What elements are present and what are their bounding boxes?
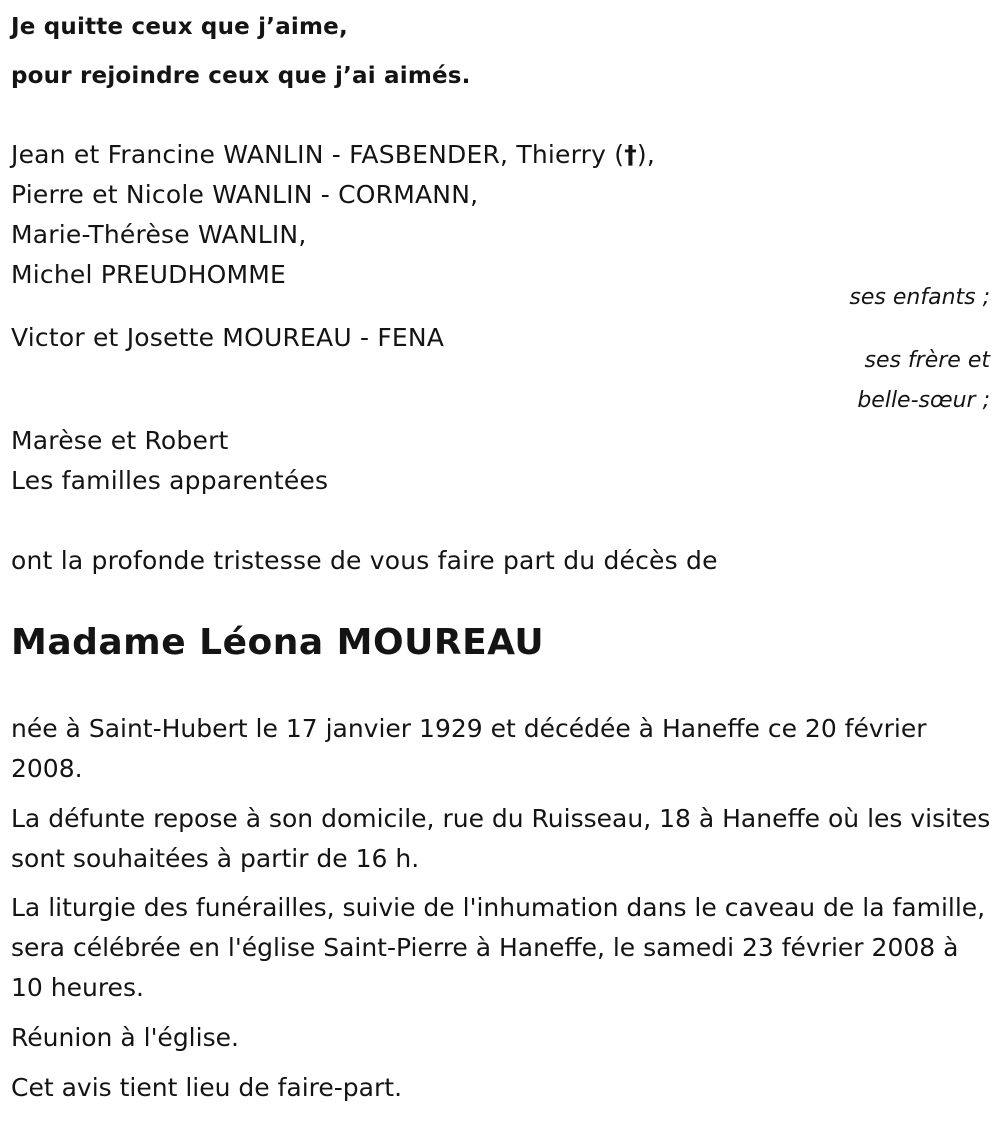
family-siblings: Victor et Josette MOUREAU - FENA	[11, 323, 445, 352]
epigraph-line-2: pour rejoindre ceux que j’ai aimés.	[11, 63, 471, 89]
cross-symbol: †	[624, 140, 637, 169]
paragraph-meeting: Réunion à l'église.	[11, 1023, 239, 1052]
epigraph-line-1: Je quitte ceux que j’aime,	[11, 14, 348, 40]
siblings-role-line-2: belle-sœur ;	[857, 388, 990, 413]
deceased-name: Madame Léona MOUREAU	[11, 622, 545, 663]
family-others-line-2: Les familles apparentées	[11, 466, 329, 495]
paragraph-visit: La défunte repose à son domicile, rue du Ruisseau, 18 à Haneffe où les visites sont souhaitées à partir de 16 h.	[11, 804, 991, 873]
paragraph-notice: Cet avis tient lieu de faire-part.	[11, 1073, 403, 1102]
family-children-line-2: Pierre et Nicole WANLIN - CORMANN,	[11, 180, 479, 209]
family-children-line-3: Marie-Thérèse WANLIN,	[11, 220, 307, 249]
children-role: ses enfants ;	[849, 285, 990, 310]
family-others-line-1: Marèse et Robert	[11, 426, 229, 455]
family-children-line-1	[11, 140, 655, 170]
family-children-text-1: Jean et Francine WANLIN - FASBENDER, Thierry (	[11, 140, 625, 169]
announcement-text: ont la profonde tristesse de vous faire part du décès de	[11, 546, 718, 575]
paragraph-birth-death: née à Saint-Hubert le 17 janvier 1929 et décédée à Haneffe ce 20 février 2008.	[11, 714, 927, 783]
family-children-line-4: Michel PREUDHOMME	[11, 260, 286, 289]
family-children-text-1-end: ),	[636, 140, 656, 169]
paragraph-liturgy: La liturgie des funérailles, suivie de l'inhumation dans le caveau de la famille, sera célébrée en l'église Saint-Pierre à Haneffe, le samedi 23 février 2008 à 10 heures.	[11, 893, 986, 1002]
siblings-role-line-1: ses frère et	[864, 348, 990, 373]
